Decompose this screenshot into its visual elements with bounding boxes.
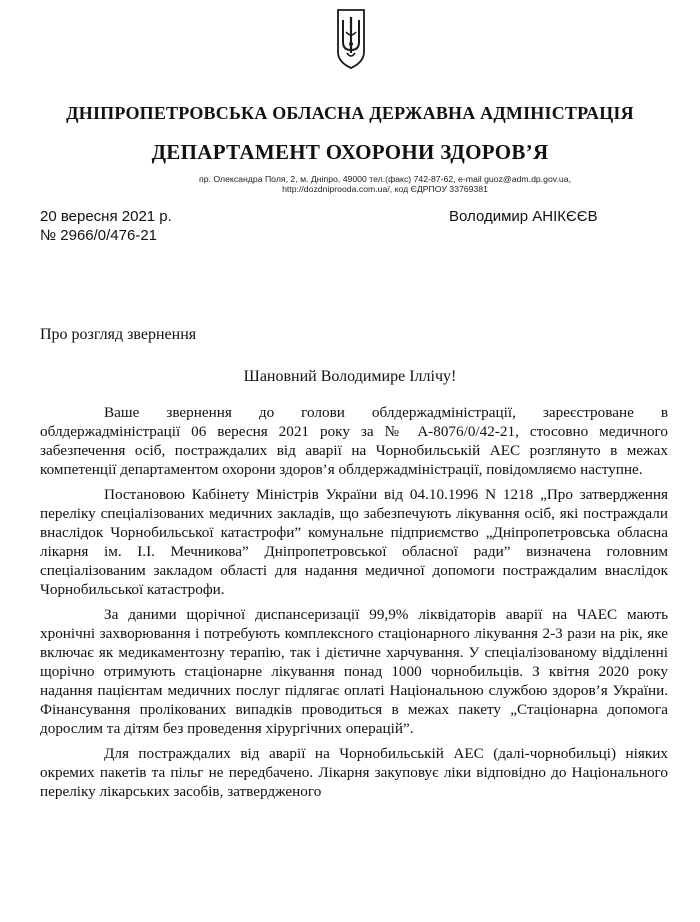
body-paragraph: Постановою Кабінету Міністрів України від 04.10.1996 N 1218 „Про затвердження переліку спеціалізованих медичних закладів, що забезпечують лікування осіб, які постраждали внаслідок Чорнобильської катастрофи” комунальне підприємство „Дніпропетровська обласна лікарня ім. І.І. Мечникова” Дніпропетровської обласної ради” визначена головним спеціалізованим закладом області для надання медичної допомоги постраждалим внаслідок Чорнобильської катастрофи. [40,486,668,598]
trident-coat-of-arms-icon [336,8,366,70]
reference-number: № 2966/0/476-21 [40,227,158,244]
letter-subject: Про розгляд звернення [40,326,197,343]
salutation: Шановний Володимире Іллічу! [243,368,457,385]
body-paragraph: За даними щорічної диспансеризації 99,9% ліквідаторів аварії на ЧАЕС мають хронічні захворювання і потребують комплексного стаціонарного лікування 2-3 рази на рік, яке включає як медикаментозну терапію, так і дієтичне харчування. У спеціалізованому відділенні щорічно отримують стаціонарне лікування понад 1000 чорнобильців. З квітня 2020 року надання пацієнтам медичних послуг підлягає оплаті Національною службою здоров’я України. Фінансування пролікованих випадків проводиться в межах пакету „Стаціонарна допомога дорослим та дітям без проведення хірургічних операцій”. [40,606,668,737]
address-line: пр. Олександра Поля, 2, м. Дніпро, 49000 тел.(факс) 742-87-62, e-mail guoz@adm.dp.gov.ua, [199,174,571,184]
letter-date: 20 вересня 2021 р. [40,208,172,225]
address-line: http://dozdniprooda.com.ua/, код ЄДРПОУ 33769381 [282,184,488,194]
organization-name: ДНІПРОПЕТРОВСЬКА ОБЛАСНА ДЕРЖАВНА АДМІНІСТРАЦІЯ [66,103,634,123]
body-paragraph: Ваше звернення до голови облдержадміністрації, зареєстроване в облдержадміністрації 06 вересня 2021 року за № А-8076/0/42-21, стосовно медичного забезпечення осіб, постраждалих від аварії на Чорнобильській АЕС розглянуто в межах компетенції департаментом охорони здоров’я облдержадміністрації, повідомляємо наступне. [40,404,668,478]
department-name: ДЕПАРТАМЕНТ ОХОРОНИ ЗДОРОВ’Я [151,140,549,164]
body-paragraph: Для постраждалих від аварії на Чорнобильській АЕС (далі-чорнобильці) ніяких окремих пакетів та пільг не передбачено. Лікарня закуповує ліки відповідно до Національного переліку лікарських засобів, затвердженого [40,745,668,800]
letter-body [40,403,668,807]
contact-address [150,174,620,194]
recipient-name: Володимир АНІКЄЄВ [449,208,598,225]
